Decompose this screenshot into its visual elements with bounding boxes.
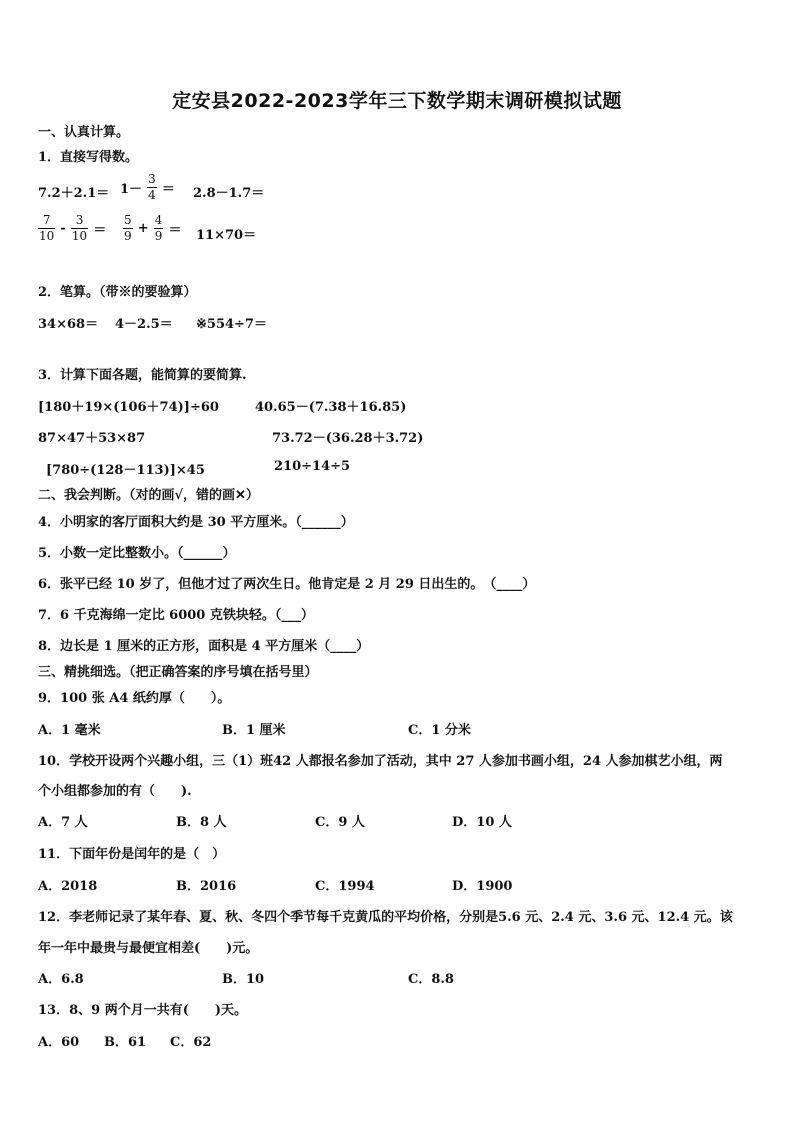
section-2-heading: 二、我会判断。（对的画√，错的画✕）	[38, 488, 259, 503]
fraction-numerator: 5	[124, 213, 132, 227]
q12-option-b: B．10	[222, 972, 265, 987]
q11-option-a: A．2018	[38, 879, 98, 894]
q1-expr-2-fraction	[147, 172, 157, 203]
q1-expr-3: 2.8－1.7＝	[193, 186, 265, 201]
q1-expr-5-fraction-a	[123, 213, 133, 244]
q2-expr-2: 4－2.5＝	[115, 317, 173, 332]
question-8: 8．边长是 1 厘米的正方形，面积是 4 平方厘米（____）	[38, 639, 370, 654]
question-2: 2．笔算。（带※的要验算）	[38, 285, 197, 300]
q13-option-a: A．60	[38, 1035, 80, 1050]
question-1: 1．直接写得数。	[38, 150, 139, 165]
fraction-numerator: 7	[38, 213, 55, 229]
fraction-numerator: 3	[148, 172, 156, 186]
q9-option-b: B．1 厘米	[222, 723, 286, 738]
q1-expr-1: 7.2＋2.1＝	[38, 186, 110, 201]
question-4: 4．小明家的客厅面积大约是 30 平方厘米。（______）	[38, 515, 354, 530]
q9-option-a: A．1 毫米	[38, 723, 101, 738]
q3-expr-5: [780÷(128－113)]×45	[46, 463, 205, 478]
q10-option-b: B．8 人	[176, 815, 227, 830]
q3-expr-3: 87×47＋53×87	[38, 431, 146, 446]
fraction-numerator: 4	[154, 213, 163, 227]
q12-option-c: C．8.8	[408, 972, 454, 987]
q1-expr-5-tail: ＝	[168, 223, 182, 238]
question-3: 3．计算下面各题，能简算的要简算.	[38, 368, 247, 383]
question-6: 6．张平已经 10 岁了，但他才过了两次生日。他肯定是 2 月 29 日出生的。 （____）	[38, 577, 536, 592]
q1-expr-2-tail: ＝	[161, 182, 175, 197]
q11-option-d: D．1900	[452, 879, 513, 894]
q1-expr-2	[120, 172, 175, 203]
section-1-heading: 一、认真计算。	[38, 125, 130, 140]
question-11: 11．下面年份是闰年的是（ ）	[38, 847, 226, 862]
q10-option-c: C．9 人	[315, 815, 365, 830]
fraction-denominator: 10	[39, 229, 55, 243]
question-12-line-2: 年一年中最贵与最便宜相差( )元。	[38, 941, 259, 956]
question-5: 5．小数一定比整数小。（______）	[38, 546, 236, 561]
q11-option-b: B．2016	[176, 879, 237, 894]
question-13: 13．8、9 两个月一共有( )天。	[38, 1003, 248, 1018]
q13-option-b: B．61	[104, 1035, 147, 1050]
q10-option-d: D．10 人	[452, 815, 512, 830]
fraction-denominator: 4	[148, 188, 156, 202]
q2-expr-1: 34×68＝	[38, 317, 99, 332]
q1-expr-5-fraction-b	[154, 213, 164, 244]
question-9: 9．100 张 A4 纸约厚（ ）。	[38, 691, 231, 706]
q1-expr-2-lead: 1－	[120, 182, 143, 197]
q2-expr-3: ※554÷7＝	[196, 317, 267, 332]
q3-expr-6: 210÷14÷5	[274, 459, 351, 474]
question-10-line-2: 个小组都参加的有（ ).	[38, 784, 192, 799]
q1-expr-4	[38, 213, 106, 244]
fraction-denominator: 9	[154, 229, 163, 243]
q1-expr-6: 11×70＝	[196, 228, 257, 243]
section-3-heading: 三、精挑细选。（把正确答案的序号填在括号里）	[38, 665, 318, 680]
q3-expr-1: [180＋19×(106＋74)]÷60	[38, 400, 219, 415]
q1-expr-4-tail: ＝	[93, 223, 107, 238]
q1-expr-5	[123, 213, 181, 244]
question-10-line-1: 10．学校开设两个兴趣小组，三（1）班42 人都报名参加了活动，其中 27 人参加书画小组，24 人参加棋艺小组，两	[38, 754, 723, 769]
question-12-line-1: 12．李老师记录了某年春、夏、秋、冬四个季节每千克黄瓜的平均价格，分别是5.6 元、2.4 元、3.6 元、12.4 元。该	[38, 910, 733, 925]
q10-option-a: A．7 人	[38, 815, 88, 830]
q1-expr-5-operator: +	[137, 221, 149, 236]
q12-option-a: A．6.8	[38, 972, 84, 987]
q3-expr-4: 73.72－(36.28＋3.72)	[272, 431, 424, 446]
q1-expr-4-fraction-b	[71, 213, 88, 244]
question-7: 7．6 千克海绵一定比 6000 克铁块轻。（___）	[38, 608, 314, 623]
q1-expr-4-operator: -	[60, 221, 66, 236]
q13-option-c: C．62	[170, 1035, 212, 1050]
page-title: 定安县2022-2023学年三下数学期末调研模拟试题	[172, 90, 622, 112]
q3-expr-2: 40.65－(7.38＋16.85)	[255, 400, 407, 415]
fraction-denominator: 9	[124, 229, 132, 243]
q11-option-c: C．1994	[315, 879, 375, 894]
fraction-denominator: 10	[71, 229, 88, 243]
q9-option-c: C．1 分米	[408, 723, 471, 738]
q1-expr-4-fraction-a	[38, 213, 55, 244]
fraction-numerator: 3	[71, 213, 88, 229]
